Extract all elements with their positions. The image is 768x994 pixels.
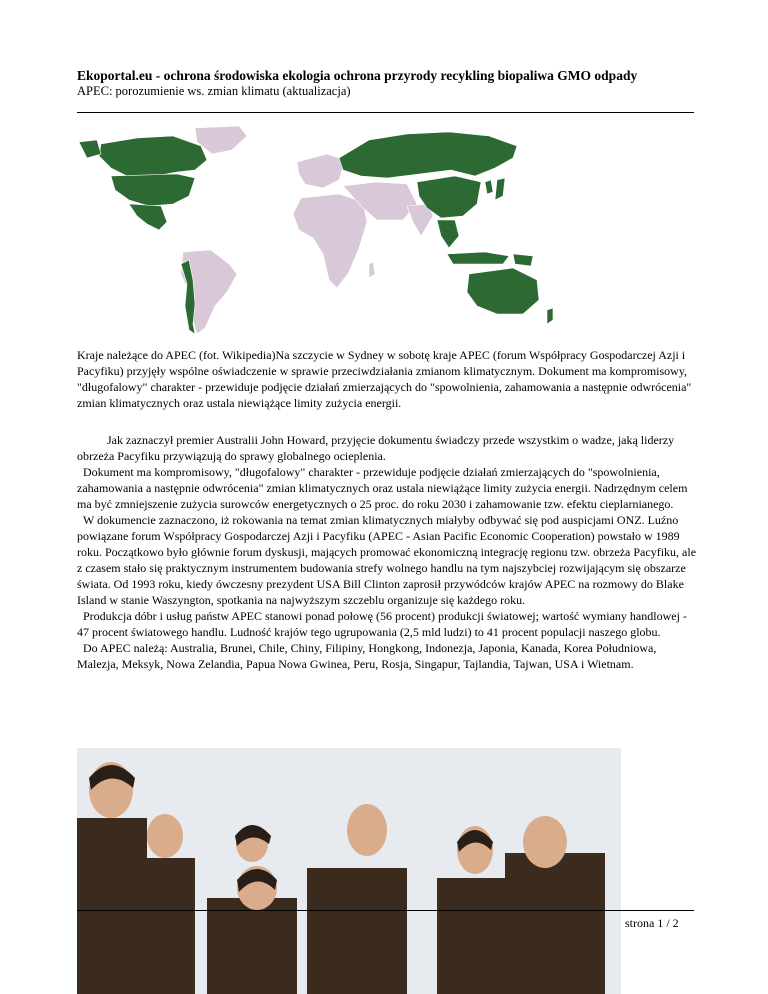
article-body: Jak zaznaczył premier Australii John Howard, przyjęcie dokumentu świadczy przede wszystkim o wadze, jaką liderzy obrzeża Pacyfiku przywiązują do sprawy globalnego ocieplenia. Dokument ma kompromisowy, "długofalowy" charakter - przewiduje podjęcie działań zmierzających do "spowolnienia, zahamowania a następnie odwrócenia" zmian klimatycznych oraz ustala niewiążące limity zużycia energii. Nadrzędnym celem ma być zmniejszenie zużycia surowców energetycznych o 25 proc. do roku 2030 i zahamowanie tzw. efektu cieplarnianego. W dokumencie zaznaczono, iż rokowania na temat zmian klimatycznych miałyby odbywać się pod auspicjami ONZ. Luźno powiązane forum Współpracy Gospodarczej Azji i Pacyfiku (APEC - Asian Pacific Economic Cooperation) powstało w 1989 roku. Początkowo było głównie forum dyskusji, mających promować ekonomiczną integrację regionu tzw. obrzeża Pacyfiku, ale z czasem stało się praktycznym instrumentem budowania strefy wolnego handlu na tym najszybciej rozwijającym się obszarze świata. Od 1993 roku, kiedy ówczesny prezydent USA Bill Clinton zaprosił przywódców krajów APEC na rozmowy do Blake Island w stanie Waszyngton, spotkania na najwyższym szczeblu organizuje się każdego roku. Produkcja dóbr i usług państw APEC stanowi ponad połowę (56 procent) produkcji światowej; wartość wymiany handlowej - 47 procent światowego handlu. Ludność krajów tego ugrupowania (2,5 mld ludzi) to 41 procent populacji naszego globu. Do APEC należą: Australia, Brunei, Chile, Chiny, Filipiny, Hongkong, Indonezja, Japonia, Kanada, Korea Południowa, Malezja, Meksyk, Nowa Zelandia, Papua Nowa Gwinea, Peru, Rosja, Singapur, Tajlandia, Tajwan, USA i Wietnam.	[77, 433, 697, 671]
apec-world-map	[77, 124, 567, 337]
europe-shape	[297, 154, 345, 188]
apec-leaders-photo	[77, 748, 621, 994]
article-lead-paragraph: Kraje należące do APEC (fot. Wikipedia)Na szczycie w Sydney w sobotę kraje APEC (forum Współpracy Gospodarczej Azji i Pacyfiku) przyjęły wspólne oświadczenie w sprawie przeciwdziałania zmianom klimatycznym. Dokument ma kompromisowy, "długofalowy" charakter - przewiduje podjęcie działań zmierzających do "spowolnienia, zahamowania a następnie odwrócenia" zmian klimatycznych oraz ustala niewiążące limity zużycia energii.	[77, 348, 692, 410]
indonesia-shape	[447, 252, 509, 264]
new-zealand-shape	[547, 308, 553, 324]
papua-new-guinea-shape	[513, 254, 533, 266]
africa-shape	[293, 194, 367, 288]
australia-shape	[467, 268, 539, 314]
article-title: APEC: porozumienie ws. zmian klimatu (aktualizacja)	[77, 84, 351, 98]
mexico-shape	[129, 204, 167, 230]
site-title: Ekoportal.eu - ochrona środowiska ekologia ochrona przyrody recykling biopaliwa GMO odpady	[77, 68, 638, 83]
madagascar-shape	[369, 262, 375, 278]
southeast-asia-shape	[437, 220, 459, 248]
page-number: strona 1 / 2	[625, 916, 679, 930]
footer-divider	[77, 910, 694, 911]
russia-shape	[339, 132, 517, 178]
header-divider	[77, 112, 694, 113]
alaska-shape	[79, 140, 101, 158]
canada-shape	[99, 136, 207, 176]
usa-shape	[111, 174, 195, 206]
korea-japan-shape	[485, 178, 505, 200]
